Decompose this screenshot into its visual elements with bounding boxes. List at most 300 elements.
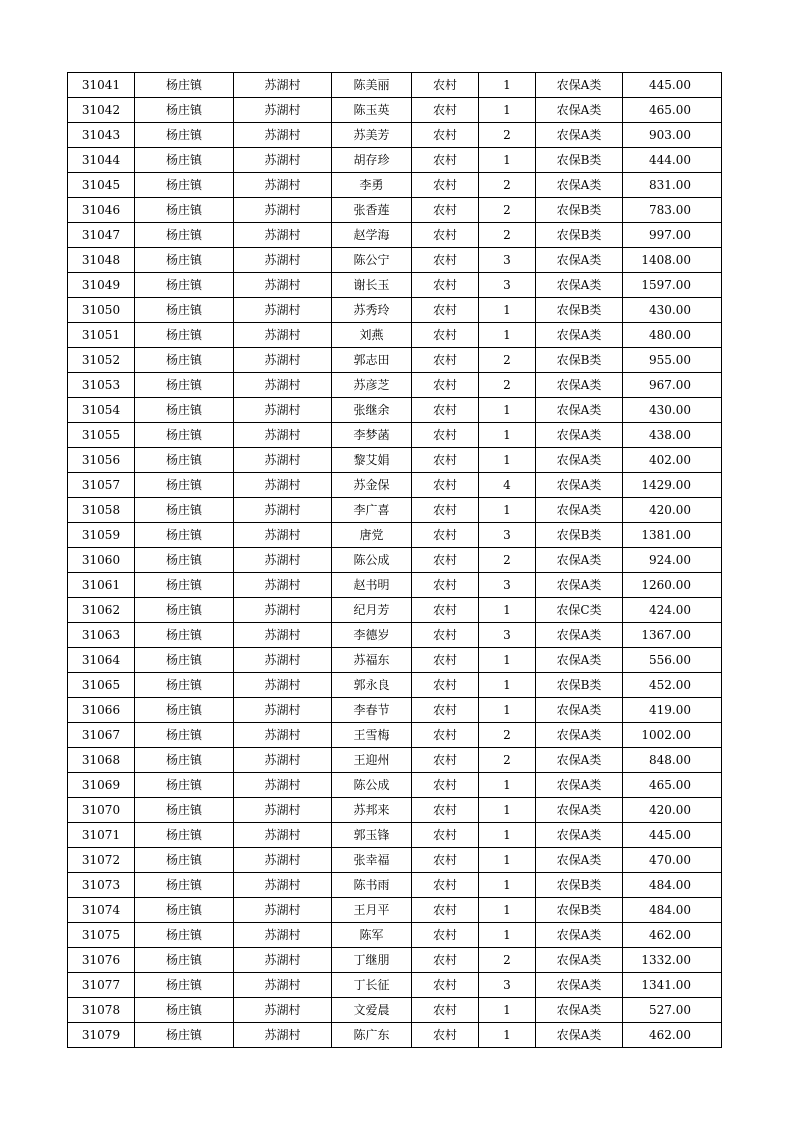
village-cell: 苏湖村 [234, 998, 332, 1023]
household-size-cell: 1 [479, 398, 536, 423]
household-size-cell: 3 [479, 623, 536, 648]
table-row [68, 273, 722, 298]
household-size-cell: 1 [479, 298, 536, 323]
insurance-category-cell: 农保B类 [536, 298, 623, 323]
person-name-cell: 苏秀玲 [332, 298, 412, 323]
town-cell: 杨庄镇 [135, 323, 234, 348]
insurance-category-cell: 农保B类 [536, 348, 623, 373]
household-size-cell: 2 [479, 223, 536, 248]
amount-cell: 1332.00 [623, 948, 722, 973]
insurance-category-cell: 农保B类 [536, 223, 623, 248]
table-row [68, 1023, 722, 1048]
village-cell: 苏湖村 [234, 298, 332, 323]
village-cell: 苏湖村 [234, 523, 332, 548]
person-name-cell: 郭志田 [332, 348, 412, 373]
town-cell: 杨庄镇 [135, 798, 234, 823]
record-id-cell: 31045 [68, 173, 135, 198]
amount-cell: 1429.00 [623, 473, 722, 498]
village-cell: 苏湖村 [234, 723, 332, 748]
town-cell: 杨庄镇 [135, 1023, 234, 1048]
amount-cell: 480.00 [623, 323, 722, 348]
town-cell: 杨庄镇 [135, 573, 234, 598]
record-id-cell: 31075 [68, 923, 135, 948]
town-cell: 杨庄镇 [135, 548, 234, 573]
area-type-cell: 农村 [412, 173, 479, 198]
village-cell: 苏湖村 [234, 898, 332, 923]
insurance-category-cell: 农保A类 [536, 773, 623, 798]
insurance-category-cell: 农保A类 [536, 798, 623, 823]
town-cell: 杨庄镇 [135, 398, 234, 423]
village-cell: 苏湖村 [234, 548, 332, 573]
household-size-cell: 2 [479, 748, 536, 773]
record-id-cell: 31048 [68, 248, 135, 273]
area-type-cell: 农村 [412, 723, 479, 748]
area-type-cell: 农村 [412, 973, 479, 998]
area-type-cell: 农村 [412, 573, 479, 598]
record-id-cell: 31079 [68, 1023, 135, 1048]
record-id-cell: 31078 [68, 998, 135, 1023]
person-name-cell: 王迎州 [332, 748, 412, 773]
amount-cell: 484.00 [623, 873, 722, 898]
insurance-category-cell: 农保A类 [536, 923, 623, 948]
person-name-cell: 苏邦来 [332, 798, 412, 823]
amount-cell: 783.00 [623, 198, 722, 223]
household-size-cell: 2 [479, 373, 536, 398]
table-row [68, 798, 722, 823]
record-id-cell: 31057 [68, 473, 135, 498]
amount-cell: 1597.00 [623, 273, 722, 298]
area-type-cell: 农村 [412, 598, 479, 623]
table-row [68, 948, 722, 973]
area-type-cell: 农村 [412, 673, 479, 698]
table-row [68, 698, 722, 723]
record-id-cell: 31063 [68, 623, 135, 648]
household-size-cell: 1 [479, 673, 536, 698]
village-cell: 苏湖村 [234, 248, 332, 273]
town-cell: 杨庄镇 [135, 523, 234, 548]
amount-cell: 430.00 [623, 298, 722, 323]
person-name-cell: 李德岁 [332, 623, 412, 648]
person-name-cell: 文爱晨 [332, 998, 412, 1023]
area-type-cell: 农村 [412, 198, 479, 223]
household-size-cell: 1 [479, 898, 536, 923]
town-cell: 杨庄镇 [135, 348, 234, 373]
record-id-cell: 31051 [68, 323, 135, 348]
area-type-cell: 农村 [412, 73, 479, 98]
roster-body [68, 73, 722, 1048]
record-id-cell: 31041 [68, 73, 135, 98]
area-type-cell: 农村 [412, 748, 479, 773]
amount-cell: 924.00 [623, 548, 722, 573]
amount-cell: 445.00 [623, 73, 722, 98]
household-size-cell: 1 [479, 498, 536, 523]
village-cell: 苏湖村 [234, 648, 332, 673]
amount-cell: 848.00 [623, 748, 722, 773]
village-cell: 苏湖村 [234, 73, 332, 98]
person-name-cell: 唐党 [332, 523, 412, 548]
record-id-cell: 31069 [68, 773, 135, 798]
amount-cell: 462.00 [623, 923, 722, 948]
village-cell: 苏湖村 [234, 973, 332, 998]
household-size-cell: 1 [479, 448, 536, 473]
amount-cell: 424.00 [623, 598, 722, 623]
area-type-cell: 农村 [412, 148, 479, 173]
amount-cell: 967.00 [623, 373, 722, 398]
village-cell: 苏湖村 [234, 448, 332, 473]
person-name-cell: 王月平 [332, 898, 412, 923]
area-type-cell: 农村 [412, 523, 479, 548]
person-name-cell: 苏彦芝 [332, 373, 412, 398]
town-cell: 杨庄镇 [135, 173, 234, 198]
household-size-cell: 1 [479, 598, 536, 623]
insurance-category-cell: 农保A类 [536, 423, 623, 448]
household-size-cell: 3 [479, 248, 536, 273]
insurance-category-cell: 农保A类 [536, 273, 623, 298]
household-size-cell: 3 [479, 573, 536, 598]
insurance-category-cell: 农保A类 [536, 373, 623, 398]
table-row [68, 73, 722, 98]
insurance-category-cell: 农保B类 [536, 148, 623, 173]
insurance-category-cell: 农保B类 [536, 198, 623, 223]
person-name-cell: 丁长征 [332, 973, 412, 998]
amount-cell: 445.00 [623, 823, 722, 848]
amount-cell: 1381.00 [623, 523, 722, 548]
table-row [68, 848, 722, 873]
person-name-cell: 王雪梅 [332, 723, 412, 748]
person-name-cell: 陈公成 [332, 548, 412, 573]
village-cell: 苏湖村 [234, 823, 332, 848]
table-row [68, 98, 722, 123]
record-id-cell: 31077 [68, 973, 135, 998]
area-type-cell: 农村 [412, 1023, 479, 1048]
insurance-category-cell: 农保A类 [536, 248, 623, 273]
table-row [68, 198, 722, 223]
table-row [68, 123, 722, 148]
table-row [68, 473, 722, 498]
village-cell: 苏湖村 [234, 148, 332, 173]
record-id-cell: 31071 [68, 823, 135, 848]
record-id-cell: 31059 [68, 523, 135, 548]
record-id-cell: 31042 [68, 98, 135, 123]
area-type-cell: 农村 [412, 698, 479, 723]
village-cell: 苏湖村 [234, 923, 332, 948]
household-size-cell: 2 [479, 948, 536, 973]
area-type-cell: 农村 [412, 823, 479, 848]
insurance-category-cell: 农保A类 [536, 398, 623, 423]
town-cell: 杨庄镇 [135, 298, 234, 323]
record-id-cell: 31046 [68, 198, 135, 223]
insurance-category-cell: 农保A类 [536, 973, 623, 998]
household-size-cell: 2 [479, 123, 536, 148]
table-row [68, 548, 722, 573]
amount-cell: 462.00 [623, 1023, 722, 1048]
table-row [68, 873, 722, 898]
village-cell: 苏湖村 [234, 348, 332, 373]
village-cell: 苏湖村 [234, 673, 332, 698]
record-id-cell: 31073 [68, 873, 135, 898]
table-row [68, 298, 722, 323]
area-type-cell: 农村 [412, 348, 479, 373]
table-row [68, 748, 722, 773]
record-id-cell: 31054 [68, 398, 135, 423]
insurance-category-cell: 农保A类 [536, 748, 623, 773]
insurance-category-cell: 农保A类 [536, 648, 623, 673]
household-size-cell: 1 [479, 823, 536, 848]
person-name-cell: 赵学海 [332, 223, 412, 248]
town-cell: 杨庄镇 [135, 498, 234, 523]
area-type-cell: 农村 [412, 773, 479, 798]
table-row [68, 998, 722, 1023]
town-cell: 杨庄镇 [135, 223, 234, 248]
table-row [68, 448, 722, 473]
amount-cell: 465.00 [623, 98, 722, 123]
record-id-cell: 31070 [68, 798, 135, 823]
household-size-cell: 3 [479, 523, 536, 548]
table-row [68, 423, 722, 448]
insurance-category-cell: 农保B类 [536, 673, 623, 698]
table-row [68, 598, 722, 623]
amount-cell: 402.00 [623, 448, 722, 473]
table-row [68, 623, 722, 648]
table-row [68, 523, 722, 548]
record-id-cell: 31049 [68, 273, 135, 298]
town-cell: 杨庄镇 [135, 423, 234, 448]
town-cell: 杨庄镇 [135, 748, 234, 773]
town-cell: 杨庄镇 [135, 848, 234, 873]
household-size-cell: 2 [479, 723, 536, 748]
household-size-cell: 2 [479, 548, 536, 573]
record-id-cell: 31058 [68, 498, 135, 523]
village-cell: 苏湖村 [234, 1023, 332, 1048]
person-name-cell: 陈书雨 [332, 873, 412, 898]
village-cell: 苏湖村 [234, 698, 332, 723]
table-row [68, 223, 722, 248]
village-cell: 苏湖村 [234, 273, 332, 298]
record-id-cell: 31053 [68, 373, 135, 398]
amount-cell: 420.00 [623, 798, 722, 823]
person-name-cell: 李梦菡 [332, 423, 412, 448]
household-size-cell: 4 [479, 473, 536, 498]
area-type-cell: 农村 [412, 798, 479, 823]
town-cell: 杨庄镇 [135, 123, 234, 148]
insurance-category-cell: 农保A类 [536, 173, 623, 198]
amount-cell: 430.00 [623, 398, 722, 423]
insurance-category-cell: 农保A类 [536, 73, 623, 98]
town-cell: 杨庄镇 [135, 273, 234, 298]
record-id-cell: 31064 [68, 648, 135, 673]
town-cell: 杨庄镇 [135, 923, 234, 948]
person-name-cell: 陈军 [332, 923, 412, 948]
person-name-cell: 谢长玉 [332, 273, 412, 298]
area-type-cell: 农村 [412, 248, 479, 273]
town-cell: 杨庄镇 [135, 998, 234, 1023]
area-type-cell: 农村 [412, 948, 479, 973]
area-type-cell: 农村 [412, 373, 479, 398]
record-id-cell: 31068 [68, 748, 135, 773]
record-id-cell: 31076 [68, 948, 135, 973]
amount-cell: 1341.00 [623, 973, 722, 998]
village-cell: 苏湖村 [234, 323, 332, 348]
amount-cell: 1367.00 [623, 623, 722, 648]
amount-cell: 438.00 [623, 423, 722, 448]
table-row [68, 573, 722, 598]
insurance-category-cell: 农保A类 [536, 323, 623, 348]
town-cell: 杨庄镇 [135, 623, 234, 648]
person-name-cell: 张幸福 [332, 848, 412, 873]
amount-cell: 452.00 [623, 673, 722, 698]
amount-cell: 903.00 [623, 123, 722, 148]
area-type-cell: 农村 [412, 898, 479, 923]
table-row [68, 248, 722, 273]
table-row [68, 773, 722, 798]
insurance-category-cell: 农保A类 [536, 498, 623, 523]
village-cell: 苏湖村 [234, 423, 332, 448]
amount-cell: 1260.00 [623, 573, 722, 598]
table-row [68, 173, 722, 198]
record-id-cell: 31067 [68, 723, 135, 748]
village-cell: 苏湖村 [234, 573, 332, 598]
area-type-cell: 农村 [412, 873, 479, 898]
area-type-cell: 农村 [412, 548, 479, 573]
town-cell: 杨庄镇 [135, 148, 234, 173]
household-size-cell: 1 [479, 423, 536, 448]
amount-cell: 527.00 [623, 998, 722, 1023]
amount-cell: 470.00 [623, 848, 722, 873]
insurance-category-cell: 农保A类 [536, 623, 623, 648]
amount-cell: 556.00 [623, 648, 722, 673]
insurance-category-cell: 农保A类 [536, 998, 623, 1023]
person-name-cell: 陈美丽 [332, 73, 412, 98]
town-cell: 杨庄镇 [135, 773, 234, 798]
amount-cell: 420.00 [623, 498, 722, 523]
town-cell: 杨庄镇 [135, 873, 234, 898]
insurance-category-cell: 农保B类 [536, 898, 623, 923]
insurance-category-cell: 农保A类 [536, 573, 623, 598]
insurance-category-cell: 农保C类 [536, 598, 623, 623]
town-cell: 杨庄镇 [135, 373, 234, 398]
person-name-cell: 苏美芳 [332, 123, 412, 148]
town-cell: 杨庄镇 [135, 598, 234, 623]
village-cell: 苏湖村 [234, 223, 332, 248]
person-name-cell: 赵书明 [332, 573, 412, 598]
area-type-cell: 农村 [412, 448, 479, 473]
town-cell: 杨庄镇 [135, 698, 234, 723]
table-row [68, 148, 722, 173]
person-name-cell: 苏金保 [332, 473, 412, 498]
table-row [68, 898, 722, 923]
record-id-cell: 31062 [68, 598, 135, 623]
roster-table [67, 72, 722, 1048]
household-size-cell: 1 [479, 873, 536, 898]
record-id-cell: 31043 [68, 123, 135, 148]
village-cell: 苏湖村 [234, 873, 332, 898]
town-cell: 杨庄镇 [135, 198, 234, 223]
household-size-cell: 1 [479, 323, 536, 348]
person-name-cell: 张香莲 [332, 198, 412, 223]
record-id-cell: 31060 [68, 548, 135, 573]
person-name-cell: 郭永良 [332, 673, 412, 698]
village-cell: 苏湖村 [234, 473, 332, 498]
person-name-cell: 陈玉英 [332, 98, 412, 123]
village-cell: 苏湖村 [234, 198, 332, 223]
insurance-category-cell: 农保A类 [536, 948, 623, 973]
village-cell: 苏湖村 [234, 498, 332, 523]
town-cell: 杨庄镇 [135, 898, 234, 923]
area-type-cell: 农村 [412, 223, 479, 248]
household-size-cell: 1 [479, 773, 536, 798]
record-id-cell: 31065 [68, 673, 135, 698]
record-id-cell: 31074 [68, 898, 135, 923]
area-type-cell: 农村 [412, 623, 479, 648]
table-row [68, 398, 722, 423]
household-size-cell: 1 [479, 73, 536, 98]
amount-cell: 997.00 [623, 223, 722, 248]
household-size-cell: 1 [479, 648, 536, 673]
person-name-cell: 纪月芳 [332, 598, 412, 623]
village-cell: 苏湖村 [234, 98, 332, 123]
table-row [68, 823, 722, 848]
table-row [68, 648, 722, 673]
amount-cell: 955.00 [623, 348, 722, 373]
table-row [68, 673, 722, 698]
area-type-cell: 农村 [412, 398, 479, 423]
insurance-category-cell: 农保A类 [536, 1023, 623, 1048]
village-cell: 苏湖村 [234, 623, 332, 648]
area-type-cell: 农村 [412, 648, 479, 673]
person-name-cell: 丁继朋 [332, 948, 412, 973]
insurance-category-cell: 农保A类 [536, 723, 623, 748]
person-name-cell: 胡存珍 [332, 148, 412, 173]
table-row [68, 348, 722, 373]
record-id-cell: 31047 [68, 223, 135, 248]
person-name-cell: 李广喜 [332, 498, 412, 523]
table-row [68, 923, 722, 948]
town-cell: 杨庄镇 [135, 823, 234, 848]
person-name-cell: 刘燕 [332, 323, 412, 348]
household-size-cell: 1 [479, 798, 536, 823]
person-name-cell: 陈广东 [332, 1023, 412, 1048]
town-cell: 杨庄镇 [135, 948, 234, 973]
town-cell: 杨庄镇 [135, 248, 234, 273]
insurance-category-cell: 农保A类 [536, 548, 623, 573]
amount-cell: 484.00 [623, 898, 722, 923]
village-cell: 苏湖村 [234, 598, 332, 623]
household-size-cell: 2 [479, 173, 536, 198]
household-size-cell: 1 [479, 148, 536, 173]
household-size-cell: 1 [479, 923, 536, 948]
person-name-cell: 李勇 [332, 173, 412, 198]
village-cell: 苏湖村 [234, 848, 332, 873]
village-cell: 苏湖村 [234, 748, 332, 773]
area-type-cell: 农村 [412, 923, 479, 948]
area-type-cell: 农村 [412, 273, 479, 298]
insurance-category-cell: 农保A类 [536, 848, 623, 873]
household-size-cell: 2 [479, 348, 536, 373]
area-type-cell: 农村 [412, 998, 479, 1023]
person-name-cell: 郭玉锋 [332, 823, 412, 848]
person-name-cell: 陈公宁 [332, 248, 412, 273]
record-id-cell: 31061 [68, 573, 135, 598]
amount-cell: 465.00 [623, 773, 722, 798]
insurance-category-cell: 农保B类 [536, 873, 623, 898]
person-name-cell: 黎艾娟 [332, 448, 412, 473]
area-type-cell: 农村 [412, 298, 479, 323]
area-type-cell: 农村 [412, 473, 479, 498]
table-row [68, 373, 722, 398]
area-type-cell: 农村 [412, 323, 479, 348]
record-id-cell: 31072 [68, 848, 135, 873]
household-size-cell: 1 [479, 698, 536, 723]
